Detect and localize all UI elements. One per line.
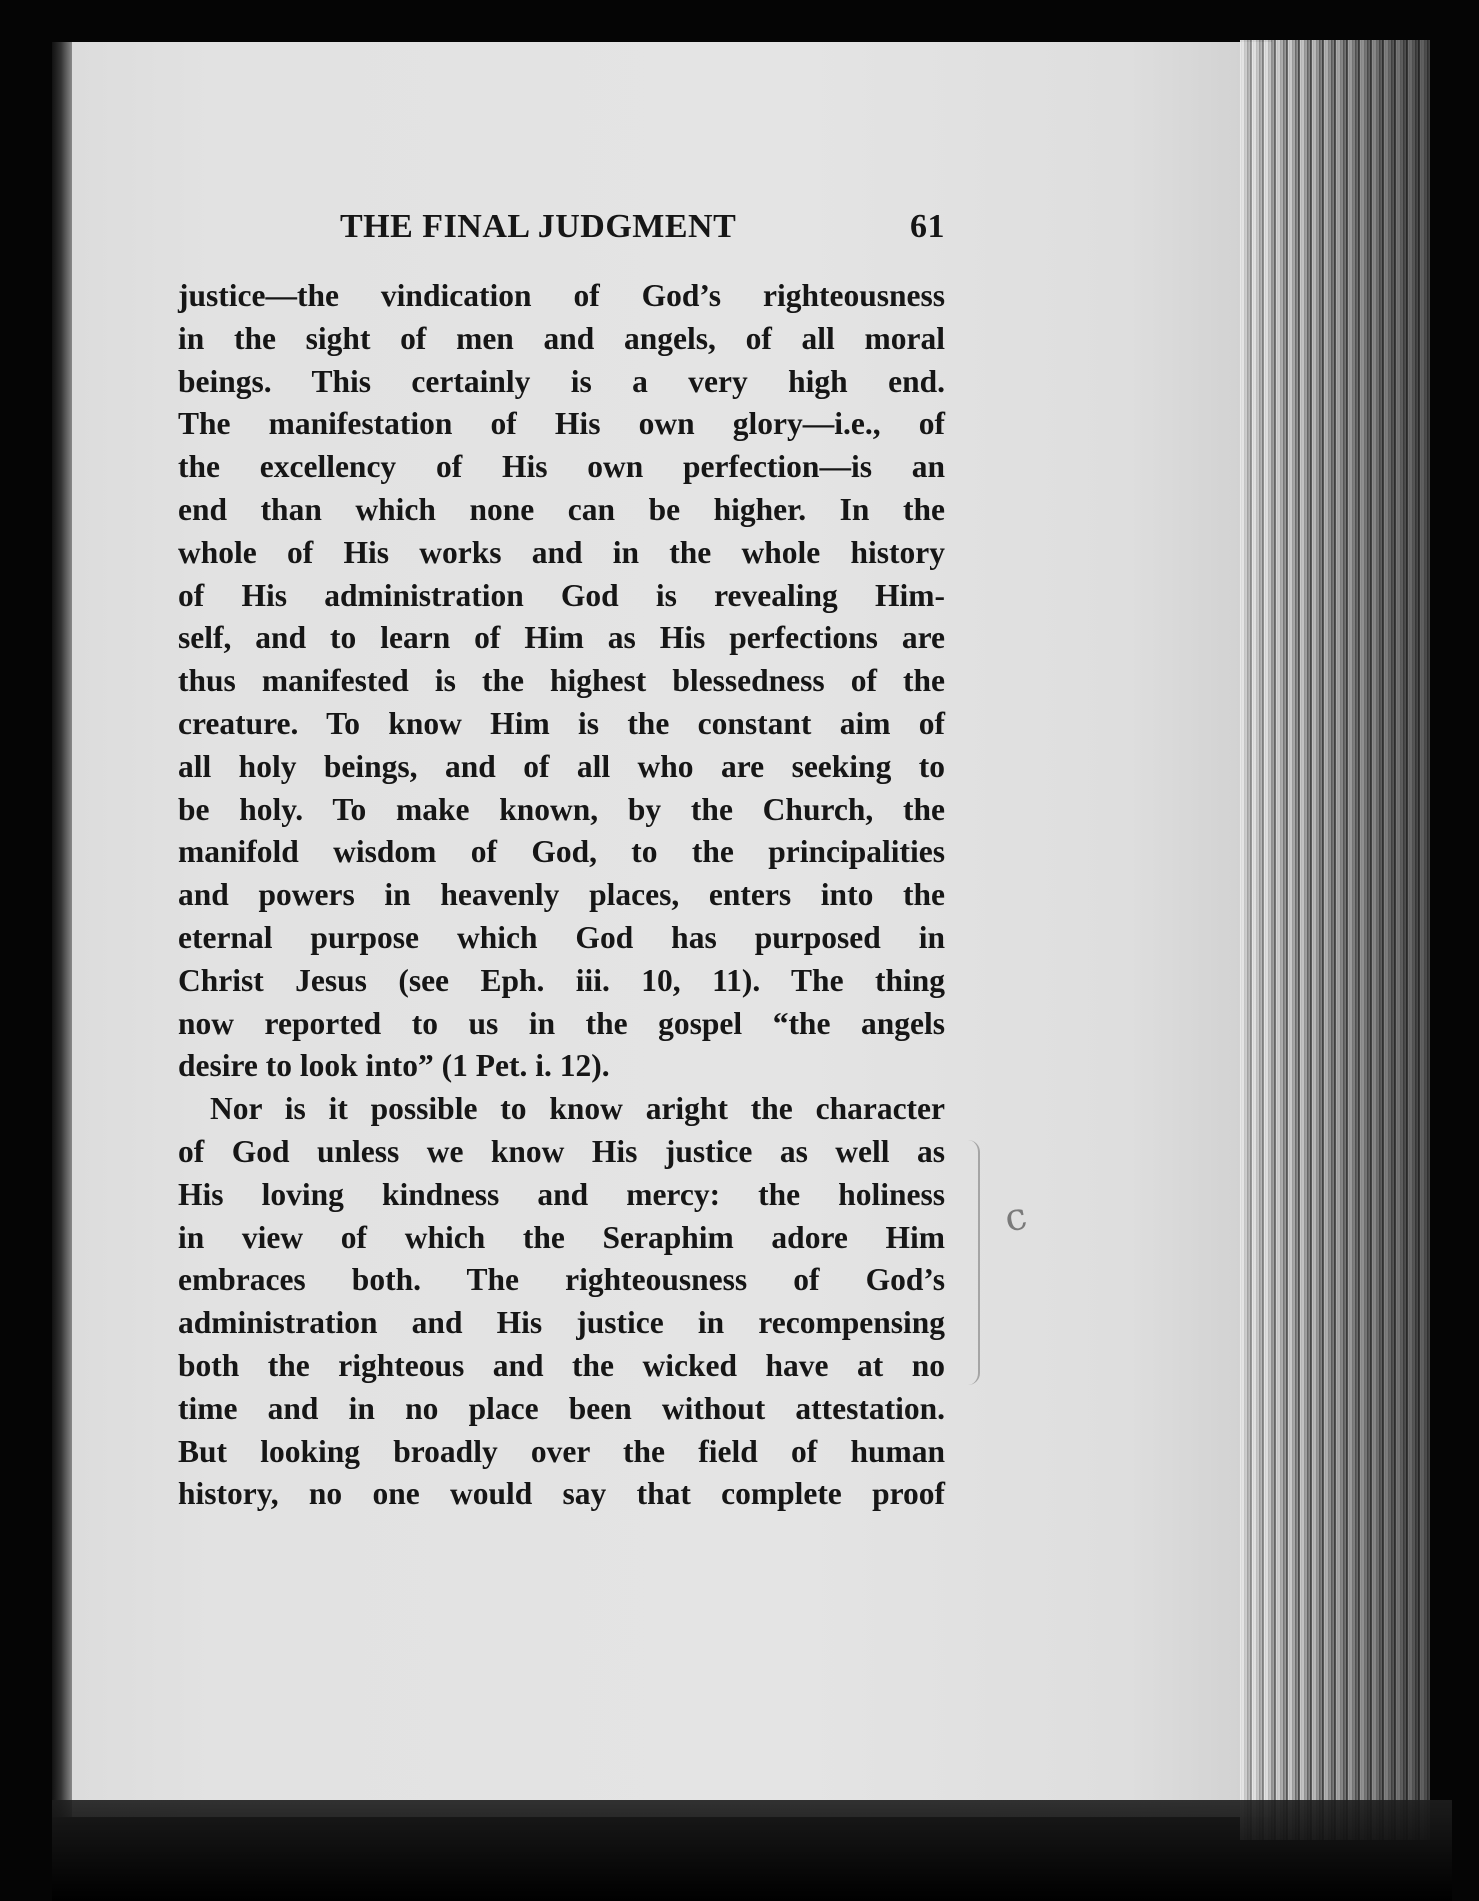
margin-pencil-note: c [1000, 1193, 1031, 1241]
text-line: now reported to us in the gospel “the angels [178, 1005, 945, 1041]
text-line: all holy beings, and of all who are seeking to [178, 748, 945, 784]
paragraph-1 [178, 275, 945, 1088]
text-line: self, and to learn of Him as His perfections are [178, 620, 945, 656]
text-line: eternal purpose which God has purposed in [178, 919, 945, 955]
text-line: Nor is it possible to know aright the character [210, 1091, 945, 1127]
text-line: But looking broadly over the field of human [178, 1433, 945, 1469]
text-line: of His administration God is revealing Him- [178, 577, 945, 613]
text-line: justice—the vindication of God’s righteousness [178, 278, 945, 313]
text-line: in view of which the Seraphim adore Him [178, 1219, 945, 1255]
paragraph-2 [178, 1088, 945, 1516]
text-line: manifold wisdom of God, to the principalities [178, 834, 945, 870]
text-line: administration and His justice in recompensing [178, 1305, 945, 1341]
text-line: both the righteous and the wicked have at no [178, 1347, 945, 1383]
running-head [340, 208, 945, 258]
page-number: 61 [910, 208, 945, 245]
page-stack-shade [1240, 40, 1430, 1840]
text-line: whole of His works and in the whole history [178, 534, 945, 570]
text-line: in the sight of men and angels, of all moral [178, 320, 945, 356]
text-line: time and in no place been without attestation. [178, 1390, 945, 1426]
body-text [178, 275, 945, 1516]
text-line: Christ Jesus (see Eph. iii. 10, 11). The thing [178, 962, 945, 998]
text-line: The manifestation of His own glory—i.e., of [178, 406, 945, 442]
text-line: be holy. To make known, by the Church, the [178, 791, 945, 827]
page-bottom-shadow [52, 1800, 1452, 1901]
text-line: history, no one would say that complete proof [178, 1476, 945, 1512]
text-line: desire to look into” (1 Pet. i. 12). [178, 1048, 610, 1084]
page-left-edge [52, 42, 74, 1817]
text-line: creature. To know Him is the constant aim of [178, 705, 945, 741]
margin-bracket-mark [968, 1140, 980, 1385]
text-line: His loving kindness and mercy: the holiness [178, 1176, 945, 1212]
text-line: and powers in heavenly places, enters into the [178, 877, 945, 913]
text-line: end than which none can be higher. In the [178, 491, 945, 527]
text-line: beings. This certainly is a very high end. [178, 363, 945, 399]
running-title: THE FINAL JUDGMENT [340, 208, 737, 245]
text-line: of God unless we know His justice as well as [178, 1133, 945, 1169]
text-line: thus manifested is the highest blessedness of the [178, 663, 945, 699]
text-line: the excellency of His own perfection—is an [178, 449, 945, 485]
text-line: embraces both. The righteousness of God’s [178, 1262, 945, 1298]
